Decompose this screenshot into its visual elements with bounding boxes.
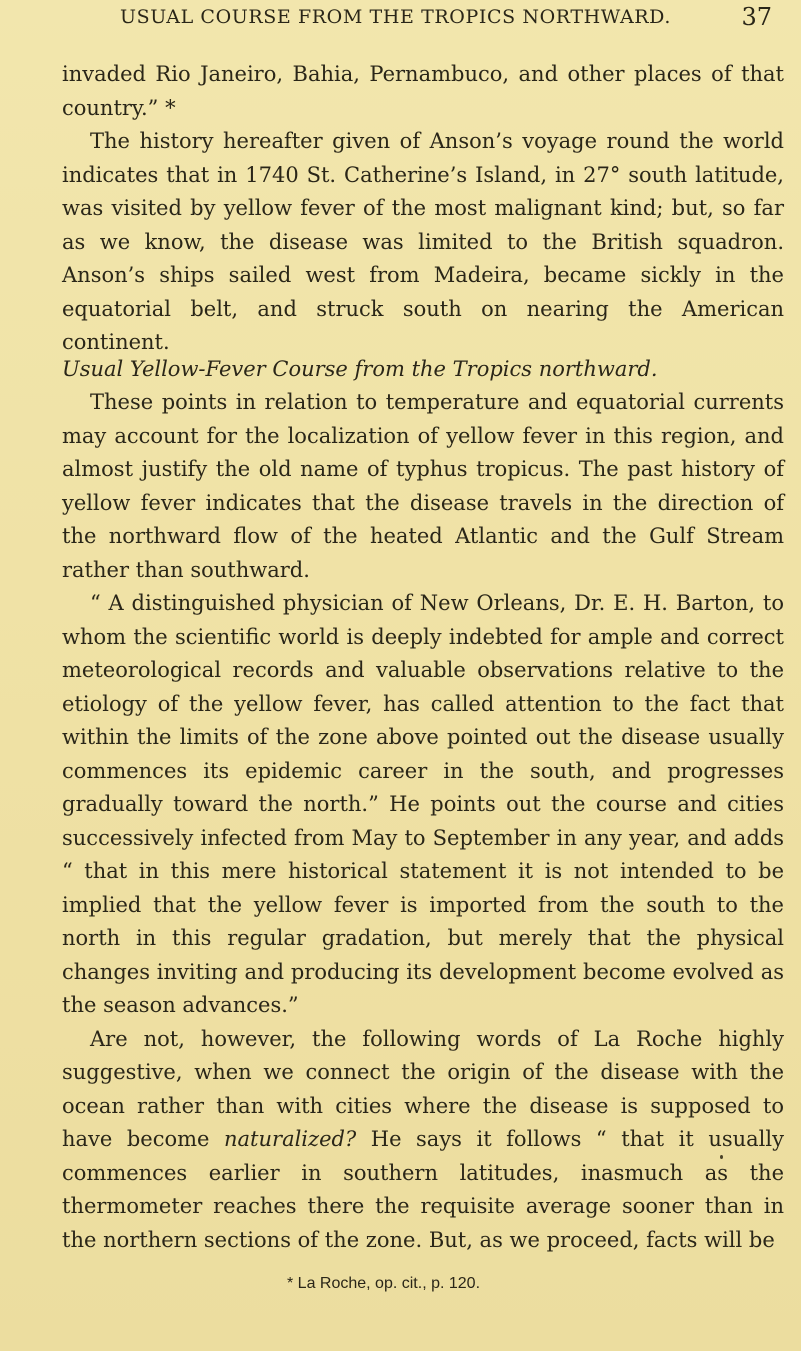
paragraph-la-roche-start: Are not, however, the following words of La Roche highly suggestive, when we connect the origin of the disease with the ocean rather than with cities where the disease is supposed to have become [62,1026,784,1151]
italic-naturalized: naturalized? [224,1127,357,1151]
opening-text [62,58,784,360]
page-number: 37 [741,3,772,31]
paragraph-la-roche [62,1023,784,1258]
paragraph-anson-voyage: The history hereafter given of Anson’s voyage round the world indicates that in 1740 St. Catherine’s Island, in 27° south latitude, was visited by yellow fever of the most malignant kind; but, so far as we know, the disease was limited to the British squadron. Anson’s ships sailed west from Madeira, became sickly in the equatorial belt, and struck south on nearing the American continent. [62,129,784,354]
footnote: * La Roche, op. cit., p. 120. [287,1275,481,1292]
section-text [62,386,784,1257]
paragraph-la-roche-end: He says it follows “ that it usually commences earlier in southern latitudes, inasmuch as the thermometer reaches there the requisite average sooner than in the northern sections of the zone. But, as we proceed, facts will be [62,1127,784,1252]
book-page [62,0,782,1351]
paragraph-currents: These points in relation to temperature and equatorial currents may account for the localization of yellow fever in this region, and almost justify the old name of typhus tropicus. The past history of yellow fever indicates that the disease travels in the direction of the northward flow of the heated Atlantic and the Gulf Stream rather than southward. [62,390,784,582]
paragraph-barton-quote: “ A distinguished physician of New Orleans, Dr. E. H. Barton, to whom the scientific world is deeply indebted for ample and correct meteorological records and valuable observations relative to the etiology of the yellow fever, has called attention to the fact that within the limits of the zone above pointed out the disease usually commences its epidemic career in the south, and progresses gradually toward the north.” He points out the course and cities successively infected from May to September in any year, and adds “ that in this mere historical statement it is not intended to be implied that the yellow fever is imported from the south to the north in this regular gradation, but merely that the physical changes inviting and producing its development become evolved as the season advances.” [62,591,784,1017]
section-heading: Usual Yellow-Fever Course from the Tropics northward. [62,357,658,381]
running-title: USUAL COURSE FROM THE TROPICS NORTHWARD. [120,6,671,28]
ink-speck [720,1155,723,1159]
section-heading-block [62,352,784,386]
paragraph-continued: invaded Rio Janeiro, Bahia, Pernambuco, and other places of that country.” * [62,62,784,120]
